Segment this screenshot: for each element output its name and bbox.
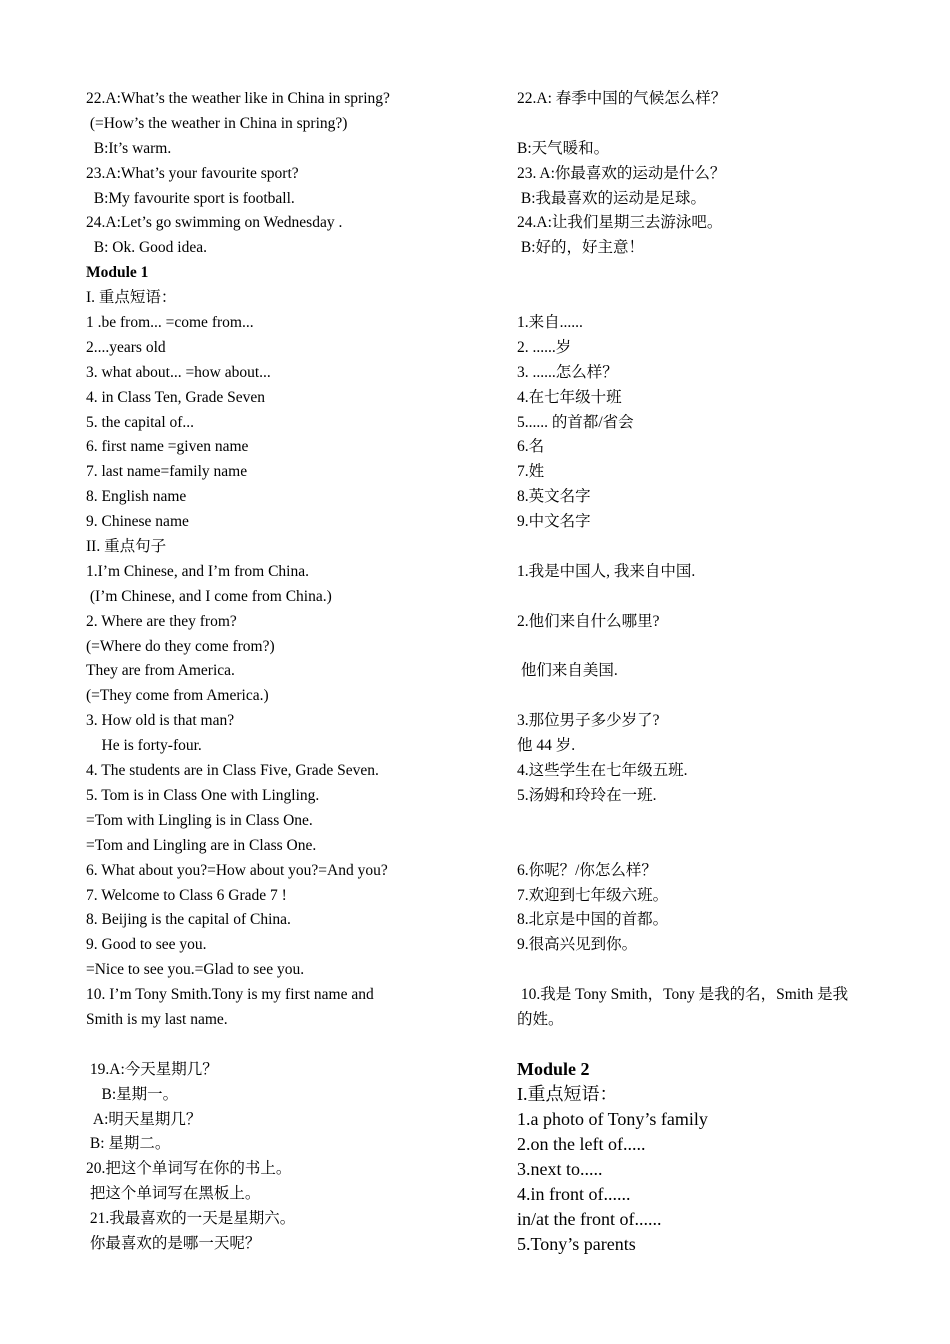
right-line: 2. ......岁	[517, 338, 572, 356]
left-line: 6. first name =given name	[86, 438, 249, 456]
module2-line: I.重点短语：	[517, 1084, 618, 1104]
module2-line: 1.a photo of Tony’s family	[517, 1109, 708, 1129]
left-line: 5. the capital of...	[86, 413, 195, 431]
right-line: B:天气暖和。	[517, 139, 610, 157]
left-line: They are from America.	[86, 662, 235, 680]
left-line: (I’m Chinese, and I come from China.)	[86, 587, 332, 605]
right-line	[517, 535, 877, 560]
left-line: Module 1	[86, 264, 149, 282]
left-line: 21.我最喜欢的一天是星期六。	[86, 1210, 296, 1228]
left-line: 8. English name	[86, 488, 187, 506]
left-line: 10. I’m Tony Smith.Tony is my first name and	[86, 986, 374, 1004]
left-line: 4. in Class Ten, Grade Seven	[86, 388, 265, 406]
right-line	[517, 261, 877, 286]
right-line: 23. A:你最喜欢的运动是什么？	[517, 164, 726, 182]
left-line: 8. Beijing is the capital of China.	[86, 911, 291, 929]
right-line: B:我最喜欢的运动是足球。	[517, 189, 707, 207]
right-line	[517, 585, 877, 610]
left-line: 2....years old	[86, 338, 166, 356]
right-line: 10.我是 Tony Smith，Tony 是我的名，Smith 是我	[517, 986, 849, 1004]
left-line: A:明天星期几？	[86, 1110, 202, 1128]
right-line: 5...... 的首都/省会	[517, 413, 634, 431]
right-line: 1.我是中国人, 我来自中国.	[517, 562, 696, 580]
left-line: (=Where do they come from?)	[86, 637, 275, 655]
right-line: 他们来自美国.	[517, 662, 618, 680]
left-line: =Tom and Lingling are in Class One.	[86, 836, 317, 854]
right-line	[517, 958, 877, 983]
left-line: He is forty-four.	[86, 737, 202, 755]
right-line: 他 44 岁.	[517, 737, 576, 755]
right-line: 5.汤姆和玲玲在一班.	[517, 786, 657, 804]
right-line: 22.A: 春季中国的气候怎么样？	[517, 90, 727, 107]
left-line: 22.A:What’s the weather like in China in spring?	[86, 90, 390, 107]
right-line: 3.那位男子多少岁了?	[517, 712, 660, 730]
left-line: 你最喜欢的是哪一天呢？	[86, 1234, 261, 1252]
left-line: B: Ok. Good idea.	[86, 239, 207, 257]
left-line: 4. The students are in Class Five, Grade Seven.	[86, 762, 379, 780]
right-line	[517, 112, 877, 137]
left-line: 1 .be from... =come from...	[86, 314, 254, 332]
left-line: 6. What about you?=How about you?=And you?	[86, 861, 388, 879]
left-line: 3. How old is that man?	[86, 712, 235, 730]
right-line	[517, 834, 877, 859]
left-line: 3. what about... =how about...	[86, 363, 271, 381]
right-line: 3. ......怎么样？	[517, 363, 618, 381]
right-line: B:好的，好主意！	[517, 239, 645, 257]
right-line: 2.他们来自什么哪里?	[517, 612, 660, 630]
left-line: 9. Chinese name	[86, 513, 189, 531]
module2-line: 2.on the left of.....	[517, 1134, 646, 1154]
left-line: B: 星期二。	[86, 1135, 171, 1153]
right-line	[517, 809, 877, 834]
left-line: 9. Good to see you.	[86, 936, 207, 954]
right-line: 9.中文名字	[517, 513, 591, 531]
left-line: II. 重点句子	[86, 538, 167, 556]
right-line: 1.来自......	[517, 314, 583, 332]
left-line: 7. Welcome to Class 6 Grade 7 !	[86, 886, 287, 904]
left-line: 24.A:Let’s go swimming on Wednesday .	[86, 214, 343, 232]
module2-line: in/at the front of......	[517, 1209, 662, 1229]
right-line: 7.欢迎到七年级六班。	[517, 886, 669, 904]
module2-line: 5.Tony’s parents	[517, 1234, 636, 1254]
module-2-section	[517, 1057, 877, 1257]
right-line	[517, 286, 877, 311]
right-column	[517, 87, 877, 1033]
right-line: 8.英文名字	[517, 488, 591, 506]
left-line: B:My favourite sport is football.	[86, 189, 295, 207]
right-line	[517, 635, 877, 660]
left-line: I. 重点短语：	[86, 289, 177, 307]
right-line: 7.姓	[517, 463, 545, 481]
left-line: 20.把这个单词写在你的书上。	[86, 1160, 292, 1178]
left-line: 1.I’m Chinese, and I’m from China.	[86, 562, 309, 580]
right-line: 的姓。	[517, 1010, 564, 1028]
left-line: 19.A:今天星期几？	[86, 1060, 218, 1078]
module2-line: 4.in front of......	[517, 1184, 631, 1204]
left-line: =Nice to see you.=Glad to see you.	[86, 961, 305, 979]
right-line: 8.北京是中国的首都。	[517, 911, 669, 929]
left-line: 5. Tom is in Class One with Lingling.	[86, 786, 320, 804]
left-line	[86, 1033, 496, 1058]
left-line: 把这个单词写在黑板上。	[86, 1185, 261, 1203]
left-line: B:星期一。	[86, 1085, 179, 1103]
left-line: =Tom with Lingling is in Class One.	[86, 811, 313, 829]
module2-line: Module 2	[517, 1059, 590, 1079]
left-line: 23.A:What’s your favourite sport?	[86, 164, 299, 182]
left-line: 2. Where are they from?	[86, 612, 237, 630]
right-line: 6.你呢？/你怎么样？	[517, 861, 657, 879]
right-line: 4.这些学生在七年级五班.	[517, 762, 688, 780]
left-column	[86, 87, 496, 1257]
left-line: Smith is my last name.	[86, 1010, 228, 1028]
right-line: 9.很高兴见到你。	[517, 936, 638, 954]
left-line: (=How’s the weather in China in spring?)	[86, 114, 348, 132]
right-line	[517, 684, 877, 709]
left-line: 7. last name=family name	[86, 463, 248, 481]
left-line: (=They come from America.)	[86, 687, 269, 705]
left-line: B:It’s warm.	[86, 139, 172, 157]
right-line: 4.在七年级十班	[517, 388, 622, 406]
right-line: 6.名	[517, 438, 545, 456]
right-line: 24.A:让我们星期三去游泳吧。	[517, 214, 723, 232]
module2-line: 3.next to.....	[517, 1159, 603, 1179]
